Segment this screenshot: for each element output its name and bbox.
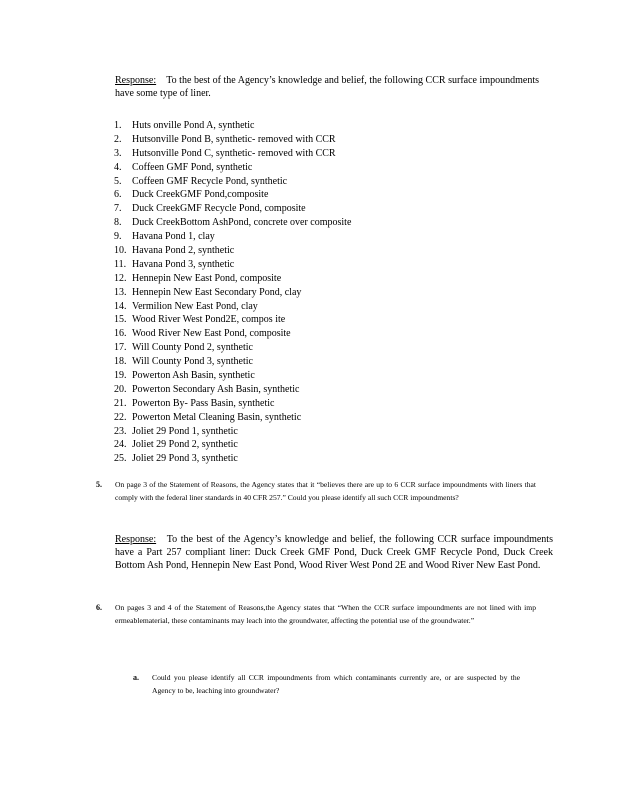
response-paragraph-1 (115, 74, 539, 100)
list-item-text: Powerton Metal Cleaning Basin, synthetic (132, 411, 302, 423)
list-item-text: Hutsonville Pond C, synthetic- removed with CCR (132, 147, 336, 159)
list-item-text: Havana Pond 3, synthetic (132, 258, 235, 270)
list-item-number: 1. (114, 120, 122, 131)
list-item-text: Joliet 29 Pond 3, synthetic (132, 453, 238, 465)
list-item-text: Havana Pond 1, clay (132, 231, 215, 243)
list-item-text: Will County Pond 3, synthetic (132, 356, 253, 368)
liner-list (114, 119, 434, 466)
question-number: 6. (96, 603, 102, 612)
list-item-number: 13. (114, 286, 127, 298)
list-item (114, 369, 434, 383)
list-item-text: Coffeen GMF Pond, synthetic (132, 161, 253, 173)
list-item (114, 411, 434, 425)
response-label: Response: (115, 534, 157, 545)
list-item (114, 175, 434, 189)
list-item-number: 2. (114, 133, 122, 145)
list-item-text: Hennepin New East Secondary Pond, clay (132, 286, 302, 298)
list-item-number: 19. (114, 370, 127, 382)
list-item-text: Havana Pond 2, synthetic (132, 245, 235, 257)
list-item (114, 286, 434, 300)
list-item-text: Coffeen GMF Recycle Pond, synthetic (132, 175, 288, 187)
list-item (114, 327, 434, 341)
list-item (114, 216, 434, 230)
list-item (114, 313, 434, 327)
list-item-number: 24. (114, 439, 127, 451)
list-item (114, 452, 434, 466)
subquestion-letter: a. (133, 673, 139, 682)
list-item-number: 22. (114, 411, 127, 423)
list-item-text: Duck CreekGMF Recycle Pond, composite (132, 203, 306, 215)
list-item (114, 272, 434, 286)
list-item-text: Huts onville Pond A, synthetic (132, 120, 255, 131)
list-item-number: 4. (114, 161, 122, 173)
list-item (114, 397, 434, 411)
list-item-text: Will County Pond 2, synthetic (132, 342, 253, 354)
list-item-text: Duck CreekBottom AshPond, concrete over composite (132, 217, 352, 229)
list-item (114, 230, 434, 244)
list-item-text: Powerton By- Pass Basin, synthetic (132, 397, 275, 409)
list-item-number: 7. (114, 203, 122, 215)
list-item (114, 425, 434, 439)
list-item (114, 341, 434, 355)
subquestion-text: Could you please identify all CCR impoundments from which contaminants currently are, or are suspected by the Agency to be, leaching into groundwater? (152, 673, 520, 695)
question-text: On page 3 of the Statement of Reasons, the Agency states that it “believes there are up to 6 CCR surface impoundments with liners that comply with the federal liner standards in 40 CFR 257.” Could you please identify all such CCR impoundments? (115, 480, 536, 502)
response-text: To the best of the Agency’s knowledge and belief, the following CCR surface impoundments have some type of liner. (115, 75, 539, 99)
list-item (114, 133, 434, 147)
list-item-text: Powerton Secondary Ash Basin, synthetic (132, 383, 300, 395)
response-label: Response: (115, 75, 157, 86)
response-paragraph-2 (115, 533, 553, 572)
list-item (114, 202, 434, 216)
list-item-number: 10. (114, 245, 127, 257)
list-item-text: Duck CreekGMF Pond,composite (132, 189, 269, 201)
list-item-number: 15. (114, 314, 127, 326)
list-item-text: Joliet 29 Pond 2, synthetic (132, 439, 238, 451)
list-item-text: Wood River New East Pond, composite (132, 328, 291, 340)
list-item (114, 300, 434, 314)
question-number: 5. (96, 480, 102, 489)
list-item-number: 11. (114, 258, 127, 270)
list-item-number: 20. (114, 383, 127, 395)
list-item-number: 12. (114, 272, 127, 284)
list-item (114, 438, 434, 452)
response-text: To the best of the Agency’s knowledge and belief, the following CCR surface impoundments have a Part 257 compliant liner: Duck Creek GMF Pond, Duck Creek GMF Recycle Pond, Duck Creek Bottom Ash Pond, Hennepin New East Pond, Wood River West Pond 2E and Wood River New East Pond. (115, 534, 553, 571)
list-item-text: Vermilion New East Pond, clay (132, 300, 258, 312)
list-item (114, 119, 434, 133)
list-item-number: 25. (114, 453, 127, 465)
list-item (114, 188, 434, 202)
list-item-number: 8. (114, 217, 122, 229)
list-item-number: 6. (114, 189, 122, 201)
question-text: On pages 3 and 4 of the Statement of Reasons,the Agency states that “When the CCR surface impoundments are not lined with imp ermeablematerial, these contaminants may leach into the groundwater, affecting the potential use of the groundwater.” (115, 603, 536, 625)
list-item-text: Hutsonville Pond B, synthetic- removed with CCR (132, 133, 336, 145)
list-item (114, 383, 434, 397)
list-item (114, 147, 434, 161)
list-item-text: Hennepin New East Pond, composite (132, 272, 282, 284)
list-item-number: 3. (114, 147, 122, 159)
list-item-number: 9. (114, 231, 122, 243)
list-item-number: 23. (114, 425, 127, 437)
list-item (114, 161, 434, 175)
list-item-number: 18. (114, 356, 127, 368)
list-item-text: Wood River West Pond2E, compos ite (132, 314, 286, 326)
list-item (114, 355, 434, 369)
list-item-number: 14. (114, 300, 127, 312)
list-item (114, 244, 434, 258)
list-item-number: 5. (114, 175, 122, 187)
list-item-number: 21. (114, 397, 127, 409)
list-item-text: Joliet 29 Pond 1, synthetic (132, 425, 238, 437)
list-item (114, 258, 434, 272)
list-item-number: 16. (114, 328, 127, 340)
list-item-text: Powerton Ash Basin, synthetic (132, 370, 255, 382)
list-item-number: 17. (114, 342, 127, 354)
